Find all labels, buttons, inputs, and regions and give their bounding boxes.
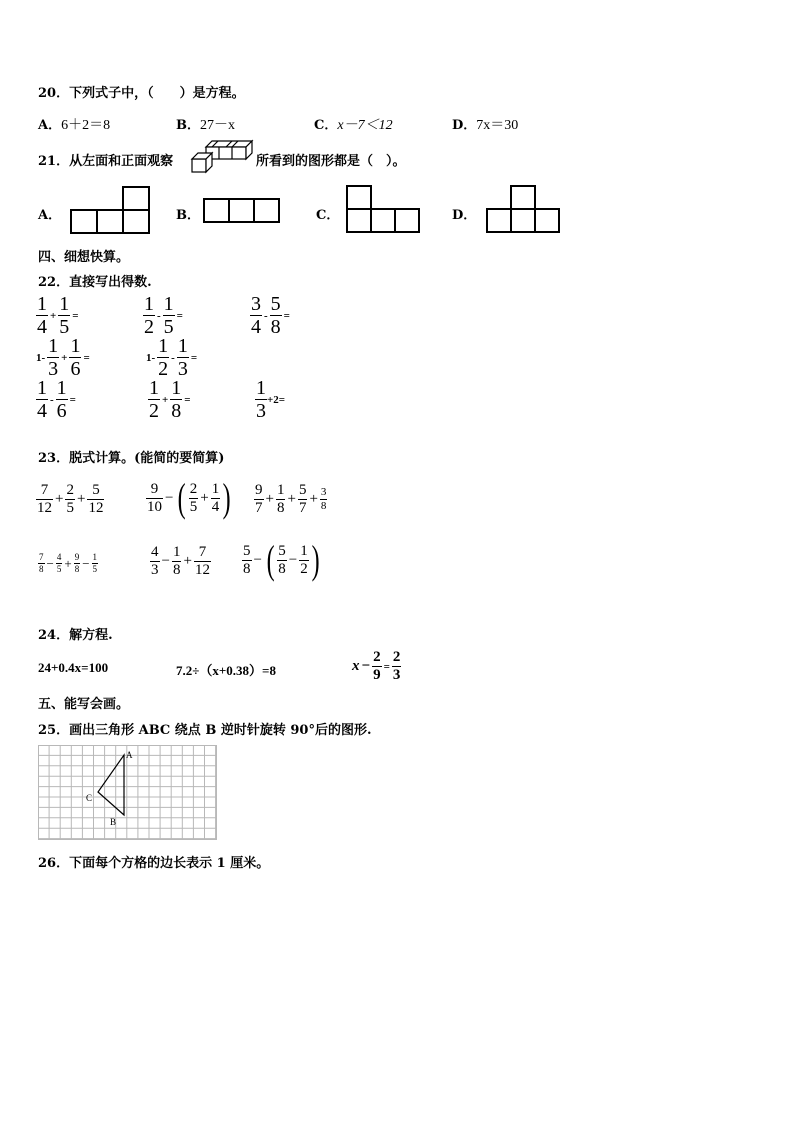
option-label: A．	[38, 118, 62, 133]
section-four-title: 四、细想快算。	[38, 250, 130, 265]
numerator: 1	[256, 377, 266, 399]
operator: −	[46, 555, 54, 571]
q24-stem: 24．解方程.	[38, 628, 113, 643]
q23-expression-3	[254, 483, 327, 516]
operator: +	[50, 309, 57, 322]
denominator: 10	[147, 498, 162, 515]
option-expr: x－7＜12	[337, 118, 393, 133]
operator: +	[162, 393, 169, 406]
denominator: 8	[276, 500, 285, 516]
tail-text: +2=	[267, 393, 286, 406]
q22-item	[148, 378, 193, 421]
q20-stem: 20．下列式子中，（ ）是方程。	[38, 86, 245, 101]
equals: =	[176, 309, 183, 322]
q25-stem: 25．画出三角形 ABC 绕点 B 逆时针旋转 90°后的图形.	[38, 723, 372, 738]
numerator: 1	[276, 482, 285, 498]
denominator: 5	[163, 316, 174, 338]
numerator: 1	[149, 377, 159, 399]
label-b: B	[110, 817, 117, 827]
denominator: 7	[255, 500, 263, 516]
operator: +	[265, 491, 274, 507]
denominator: 3	[392, 667, 401, 683]
denominator: 8	[39, 564, 44, 574]
option-label: D．	[452, 208, 477, 223]
numerator: 2	[189, 480, 198, 497]
option-label: B．	[176, 118, 200, 133]
option-label: C．	[316, 208, 340, 223]
operator: -	[157, 309, 161, 322]
equals: =	[383, 660, 390, 673]
denominator: 5	[56, 564, 62, 574]
triangle-abc	[98, 755, 124, 815]
left-paren: (	[266, 537, 275, 582]
left-paren: (	[178, 475, 187, 520]
denominator: 6	[70, 358, 81, 380]
denominator: 8	[172, 562, 181, 578]
q24-equation-1: 24+0.4x=100	[38, 660, 109, 675]
numerator: 1	[158, 335, 169, 357]
denominator: 12	[194, 562, 210, 578]
denominator: 8	[270, 316, 281, 338]
numerator: 1	[48, 335, 59, 357]
numerator: 1	[211, 480, 220, 497]
denominator: 12	[37, 500, 52, 516]
q22-stem: 22．直接写出得数.	[38, 275, 152, 290]
option-a-figure	[70, 186, 152, 236]
q22-item	[146, 336, 199, 379]
q21-option-b[interactable]	[176, 204, 200, 223]
numerator: 9	[150, 480, 159, 497]
option-expr: 6＋2＝8	[61, 118, 111, 133]
q23-expression-2	[146, 475, 234, 520]
operator: +	[183, 553, 192, 569]
q22-item	[255, 378, 287, 421]
operator: +	[64, 555, 72, 571]
right-paren: )	[222, 475, 231, 520]
q23-stem: 23．脱式计算。(能简的要简算)	[38, 451, 225, 466]
q20-option-c[interactable]	[314, 114, 393, 134]
equals: =	[283, 309, 290, 322]
denominator: 4	[251, 316, 261, 338]
denominator: 2	[300, 560, 308, 577]
numerator: 1	[92, 552, 98, 562]
operator: +	[76, 491, 86, 507]
denominator: 4	[37, 400, 47, 422]
numerator: 1	[300, 542, 308, 559]
denominator: 4	[211, 498, 220, 515]
numerator: 1	[56, 377, 67, 399]
q24-equation-3	[352, 650, 401, 683]
numerator: 4	[151, 544, 159, 560]
denominator: 3	[256, 400, 266, 422]
operator: −	[361, 658, 371, 674]
q22-item	[36, 378, 78, 421]
numerator: 1	[70, 335, 81, 357]
option-d-figure	[485, 184, 565, 236]
numerator: 4	[56, 552, 62, 562]
denominator: 12	[88, 500, 104, 516]
operator: +	[55, 491, 64, 507]
operator: −	[82, 555, 90, 571]
numerator: 2	[66, 482, 74, 498]
operator: −	[253, 551, 262, 568]
operator: −	[161, 553, 170, 569]
numerator: 9	[255, 482, 263, 498]
option-label: A．	[38, 208, 62, 223]
q22-item	[250, 294, 292, 337]
denominator: 8	[320, 500, 327, 512]
right-paren: )	[311, 537, 320, 582]
denominator: 8	[243, 560, 251, 577]
q20-option-a[interactable]	[38, 114, 110, 134]
operator: +	[61, 351, 68, 364]
q25-grid	[38, 745, 218, 841]
denominator: 2	[149, 400, 159, 422]
operator: -	[171, 351, 175, 364]
option-expr: 7x＝30	[476, 118, 519, 133]
label-a: A	[126, 750, 133, 760]
denominator: 4	[37, 316, 47, 338]
numerator: 3	[320, 486, 327, 498]
numerator: 5	[243, 542, 251, 559]
denominator: 8	[278, 560, 286, 577]
numerator: 7	[40, 482, 49, 498]
operator: -	[50, 393, 54, 406]
q21-option-c[interactable]	[316, 204, 339, 223]
denominator: 3	[48, 358, 59, 380]
denominator: 5	[59, 316, 70, 338]
numerator: 2	[392, 649, 401, 665]
equals: =	[184, 393, 191, 406]
operator: −	[165, 489, 174, 506]
option-label: C．	[314, 118, 338, 133]
option-label: B．	[176, 208, 200, 223]
q22-item	[36, 294, 81, 337]
numerator: 7	[39, 552, 44, 562]
operator: +	[287, 491, 296, 507]
denominator: 6	[56, 400, 67, 422]
q23-expression-5	[150, 545, 211, 578]
numerator: 1	[171, 377, 182, 399]
numerator: 5	[270, 293, 281, 315]
option-expr: 27－x	[200, 118, 235, 133]
q22-item	[143, 294, 185, 337]
denominator: 2	[158, 358, 169, 380]
denominator: 7	[298, 500, 307, 516]
prefix: 1-	[146, 351, 156, 364]
operator: +	[309, 491, 318, 507]
operator: -	[264, 309, 268, 322]
equals: =	[190, 351, 198, 364]
operator: −	[288, 551, 298, 568]
option-label: D．	[452, 118, 477, 133]
q23-expression-6	[242, 537, 322, 582]
numerator: 5	[92, 482, 100, 498]
denominator: 5	[92, 564, 98, 574]
equals: =	[69, 393, 76, 406]
variable: x	[352, 658, 360, 674]
denominator: 3	[177, 358, 188, 380]
numerator: 1	[37, 377, 47, 399]
q21-stem-after: 所看到的图形都是（ ）。	[256, 154, 406, 169]
equals: =	[83, 351, 90, 364]
numerator: 5	[298, 482, 307, 498]
option-c-figure	[345, 185, 423, 235]
option-b-figure	[202, 197, 282, 225]
q26-stem: 26．下面每个方格的边长表示 1 厘米。	[38, 856, 270, 871]
q24-equation-2: 7.2÷（x+0.38）=8	[176, 663, 276, 678]
numerator: 1	[59, 293, 70, 315]
numerator: 1	[163, 293, 174, 315]
q20-option-b[interactable]	[176, 114, 235, 134]
numerator: 1	[177, 335, 188, 357]
denominator: 8	[171, 400, 182, 422]
denominator: 5	[189, 498, 198, 515]
denominator: 9	[373, 667, 381, 683]
equals: =	[72, 309, 79, 322]
q22-item	[36, 336, 92, 379]
denominator: 3	[151, 562, 159, 578]
denominator: 5	[66, 500, 74, 516]
cube-figure	[188, 139, 254, 175]
q21-option-d[interactable]	[452, 204, 476, 223]
denominator: 2	[144, 316, 154, 338]
q23-expression-1	[36, 483, 104, 516]
denominator: 8	[74, 564, 80, 574]
numerator: 2	[373, 649, 381, 665]
q20-option-d[interactable]	[452, 114, 518, 134]
numerator: 9	[74, 552, 80, 562]
numerator: 5	[278, 542, 286, 559]
numerator: 7	[198, 544, 207, 560]
q21-stem-before: 21．从左面和正面观察	[38, 154, 174, 169]
numerator: 1	[172, 544, 181, 560]
numerator: 1	[37, 293, 47, 315]
section-five-title: 五、能写会画。	[38, 697, 130, 712]
numerator: 1	[144, 293, 154, 315]
q21-option-a[interactable]	[38, 204, 61, 223]
operator: +	[200, 489, 209, 506]
label-c: C	[86, 793, 93, 803]
numerator: 3	[251, 293, 261, 315]
q23-expression-4	[38, 553, 98, 574]
prefix: 1-	[36, 351, 46, 364]
